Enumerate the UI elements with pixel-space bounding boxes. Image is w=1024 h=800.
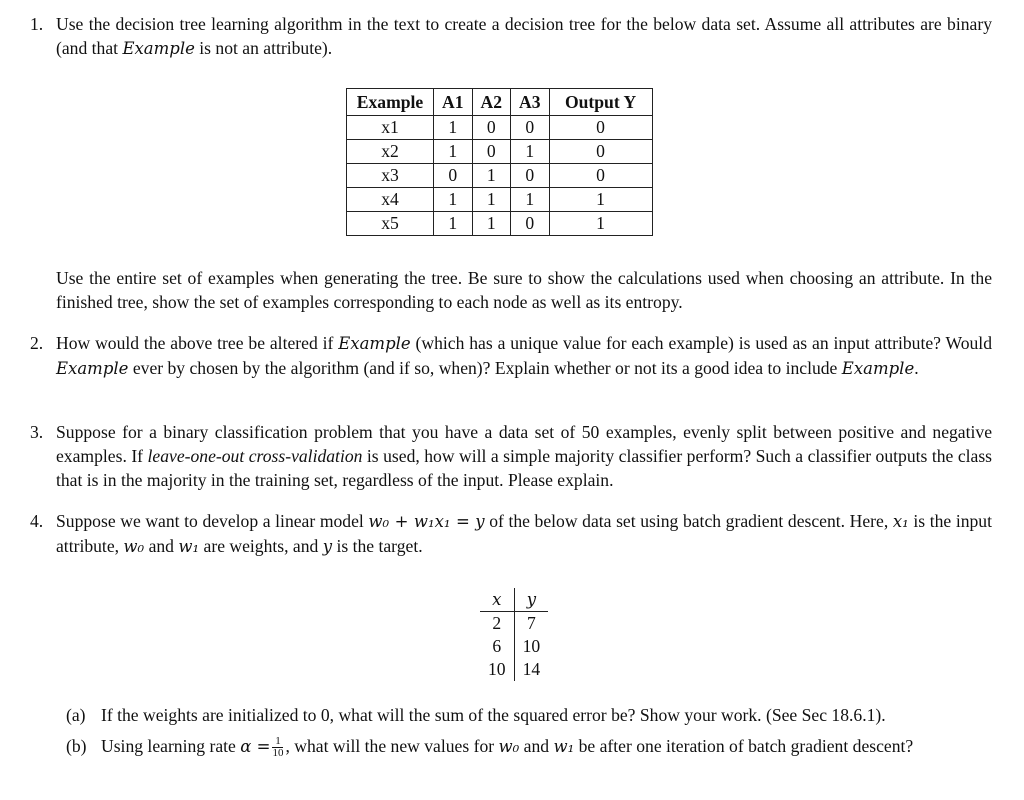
table-row	[347, 164, 653, 188]
table-cell: 1	[549, 188, 652, 212]
math-example: Example	[338, 334, 411, 353]
table-cell: 1	[434, 116, 473, 140]
text-span: Using learning rate	[101, 736, 241, 756]
text-span: is not an attribute).	[194, 38, 333, 58]
header-cell: A2	[472, 89, 511, 116]
math-alpha: α =	[240, 737, 271, 756]
table-cell: x5	[347, 212, 434, 236]
question-3	[30, 420, 992, 492]
math-model: w₀ + w₁x₁ = y	[368, 512, 485, 531]
text-span: , what will the new values for	[285, 736, 499, 756]
text-span: ever by chosen by the algorithm (and if so, when)? Explain whether or not its a good idea to include	[128, 358, 842, 378]
question-1	[30, 12, 992, 61]
question-1-followup	[30, 266, 992, 314]
subquestion-b	[66, 734, 992, 759]
table-row	[480, 612, 548, 636]
table-cell: 1	[434, 140, 473, 164]
math-x1: x₁	[892, 512, 909, 531]
header-cell: Example	[347, 89, 434, 116]
text-span: (which has a unique value for each example) is used as an input attribute? Would	[410, 333, 992, 353]
fraction-denominator: 10	[272, 747, 284, 760]
table-header-row	[347, 89, 653, 116]
header-cell: A1	[434, 89, 473, 116]
question-number: 1.	[30, 14, 44, 34]
table-cell: 0	[549, 140, 652, 164]
table-cell: 6	[480, 635, 514, 658]
table-cell: 1	[434, 188, 473, 212]
table-row	[480, 635, 548, 658]
text-span: is the target.	[332, 536, 423, 556]
table-row	[347, 188, 653, 212]
header-cell: y	[514, 588, 548, 612]
text-span: How would the above tree be altered if	[56, 333, 339, 353]
table-cell: x1	[347, 116, 434, 140]
table-cell: 0	[549, 164, 652, 188]
table-row	[347, 116, 653, 140]
table-cell: 10	[522, 636, 541, 656]
question-number: 4.	[30, 511, 44, 531]
text-span: is used, how will a simple majority classifier perform? Such a classifier outputs the class that is in the majority in the training set, regardless of the input. Please explain.	[56, 446, 993, 490]
text-span: and	[519, 736, 554, 756]
text-span: of the below data set using batch gradient descent. Here,	[484, 511, 893, 531]
decision-tree-data-table	[346, 88, 653, 236]
math-w1: w₁	[178, 537, 200, 556]
text-span: Suppose we want to develop a linear model	[56, 511, 369, 531]
followup-text: Use the entire set of examples when generating the tree. Be sure to show the calculations used when choosing an attribute. In the finished tree, show the set of examples corresponding to each node as well as its entropy.	[56, 268, 992, 312]
italic-term: leave-one-out cross-validation	[147, 446, 363, 466]
question-text	[56, 12, 992, 61]
math-example: Example	[56, 359, 129, 378]
question-number: 3.	[30, 422, 44, 442]
question-number: 2.	[30, 333, 44, 353]
table-cell: 1	[472, 188, 511, 212]
table-cell: 0	[472, 140, 511, 164]
math-y: y	[322, 537, 333, 556]
fraction-numerator: 1	[272, 736, 283, 748]
table-cell: 1	[434, 212, 473, 236]
text-span: Use the decision tree learning algorithm in the text to create a decision tree for the below data set. Assume all attributes are binary (and that	[56, 14, 992, 58]
text-span: .	[914, 358, 919, 378]
table-cell: 1	[472, 164, 511, 188]
table-cell: 1	[549, 212, 652, 236]
subquestion-text	[101, 734, 992, 759]
subquestion-label: (b)	[66, 736, 87, 756]
math-w0: w₀	[498, 737, 520, 756]
question-text	[56, 420, 992, 492]
table-cell: 1	[511, 140, 550, 164]
table-cell: 10	[480, 658, 514, 681]
table-cell: 0	[549, 116, 652, 140]
text-span: Suppose for a binary classification problem that you have a data set of 50 examples, evenly split between positive and negative examples. If	[56, 422, 992, 466]
question-4	[30, 509, 992, 559]
table-cell: x3	[347, 164, 434, 188]
question-2	[30, 331, 992, 381]
table-cell: 0	[472, 116, 511, 140]
table-cell: 0	[434, 164, 473, 188]
text-span: be after one iteration of batch gradient descent?	[574, 736, 914, 756]
text-span: are weights, and	[199, 536, 323, 556]
math-example: Example	[841, 359, 915, 378]
fraction	[272, 736, 283, 759]
table-row	[347, 212, 653, 236]
table-row	[480, 658, 548, 681]
table-cell: 1	[511, 188, 550, 212]
question-text	[56, 509, 992, 559]
math-example: Example	[122, 39, 195, 58]
table-cell: 0	[511, 164, 550, 188]
question-text	[56, 331, 992, 381]
math-w1: w₁	[553, 737, 575, 756]
header-cell: x	[480, 588, 514, 612]
table-cell: 14	[522, 659, 541, 679]
text-span: and	[144, 536, 179, 556]
subquestion-text: If the weights are initialized to 0, what will the sum of the squared error be? Show your work. (See Sec 18.6.1).	[101, 705, 886, 725]
table-cell: x2	[347, 140, 434, 164]
table-row	[347, 140, 653, 164]
table-cell: 0	[511, 116, 550, 140]
table-cell: 2	[480, 612, 514, 636]
subquestion-a	[66, 703, 992, 727]
regression-data-table	[480, 588, 548, 681]
math-w0: w₀	[123, 537, 145, 556]
header-cell: Output Y	[549, 89, 652, 116]
header-cell: A3	[511, 89, 550, 116]
table-cell: 1	[472, 212, 511, 236]
subquestion-label: (a)	[66, 705, 86, 725]
text-span: is the input attribute,	[56, 511, 992, 556]
table-cell: x4	[347, 188, 434, 212]
table-header-row	[480, 588, 548, 612]
table-cell: 7	[526, 613, 536, 633]
table-cell: 0	[511, 212, 550, 236]
